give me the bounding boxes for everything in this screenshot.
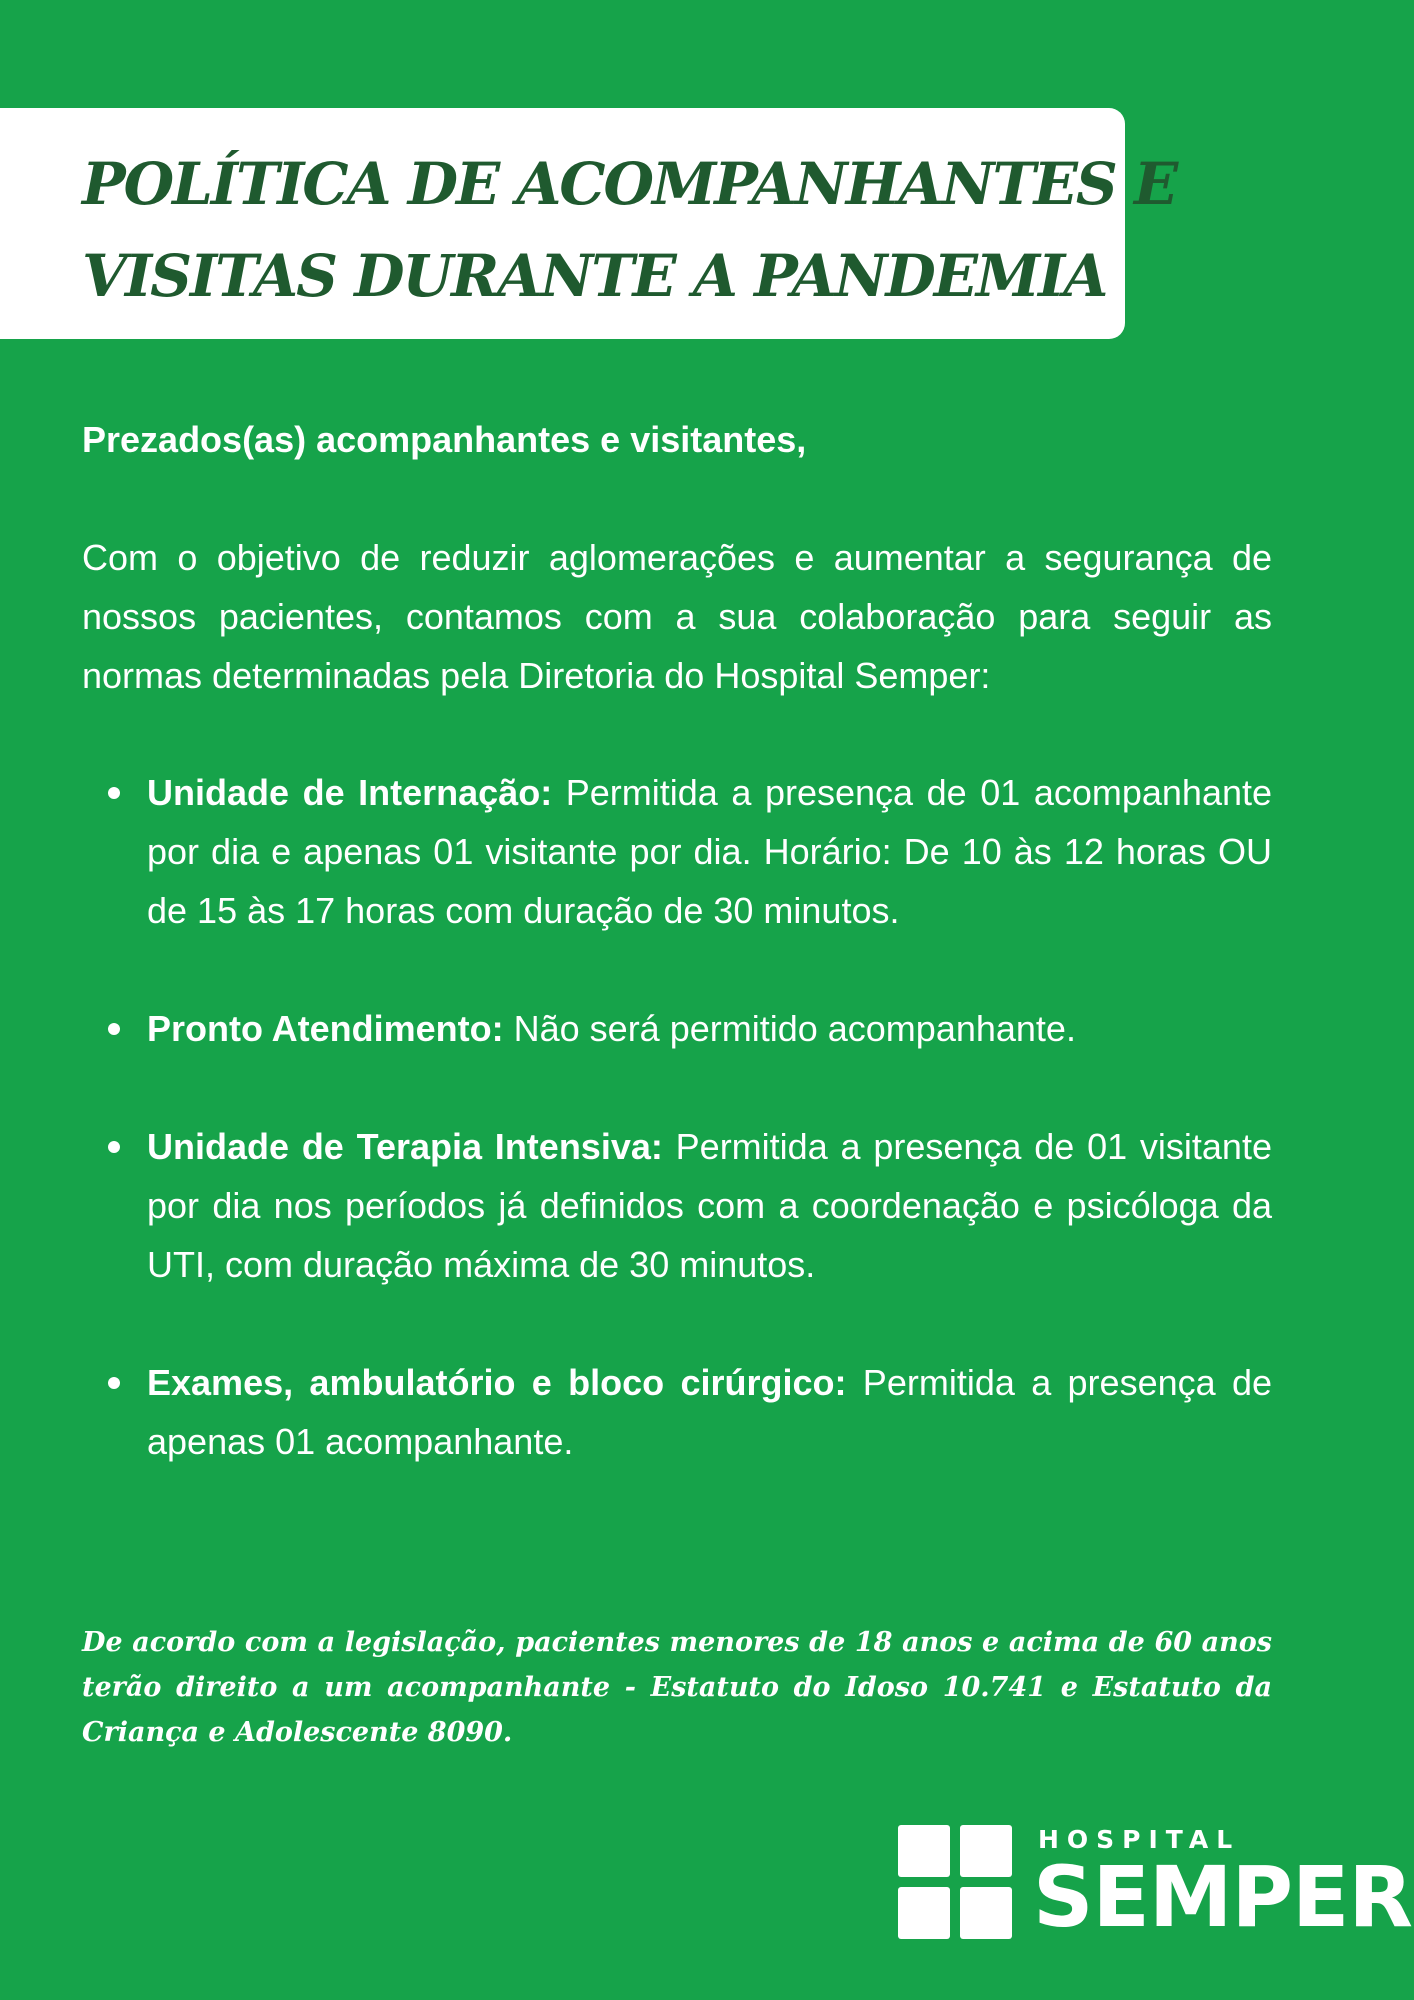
rule-text: Permitida a presença de apenas 01 acompanhante. [147, 1362, 1272, 1462]
hospital-logo [898, 1825, 1413, 1946]
bullet-icon [108, 787, 120, 799]
bullet-icon [108, 1377, 120, 1389]
rule-text: Permitida a presença de 01 acompanhante por dia e apenas 01 visitante por dia. Horário: De 10 às 12 horas OU de 15 às 17 horas com duração de 30 minutos. [147, 772, 1273, 931]
legal-note: De acordo com a legislação, pacientes menores de 18 anos e acima de 60 anos terão direito a um acompanhante - Estatuto do Idoso 10.741 e Estatuto da Criança e Adolescente 8090. [82, 1627, 1272, 1748]
rule-text: Não será permitido acompanhante. [503, 1008, 1076, 1049]
intro-paragraph: Com o objetivo de reduzir aglomerações e aumentar a segurança de nossos pacientes, contamos com a sua colaboração para seguir as normas determinadas pela Diretoria do Hospital Semper: [82, 537, 1272, 696]
logo-square [960, 1887, 1012, 1939]
list-item [82, 1117, 1272, 1294]
logo-square [898, 1825, 950, 1877]
logo-hospital-text: HOSPITAL [1038, 1825, 1241, 1854]
logo-grid-icon [898, 1825, 1014, 1941]
logo-semper-text: SEMPER [1033, 1848, 1413, 1946]
title-card [0, 108, 1177, 339]
rules-list [82, 763, 1272, 1471]
logo-square [960, 1825, 1012, 1877]
list-item [82, 763, 1272, 940]
title-line-2: VISITAS DURANTE A PANDEMIA [82, 242, 1107, 310]
greeting: Prezados(as) acompanhantes e visitantes, [82, 419, 807, 460]
bullet-icon [108, 1023, 120, 1035]
policy-content [82, 410, 1272, 1530]
rule-title: Unidade de Terapia Intensiva: [147, 1126, 663, 1167]
title-line-1: POLÍTICA DE ACOMPANHANTES E [82, 150, 1177, 218]
logo-square [898, 1887, 950, 1939]
rule-text: Permitida a presença de 01 visitante por dia nos períodos já definidos com a coordenação e psicóloga da UTI, com duração máxima de 30 minutos. [147, 1126, 1272, 1285]
list-item [82, 999, 1272, 1058]
list-item [82, 1353, 1272, 1471]
rule-title: Exames, ambulatório e bloco cirúrgico: [147, 1362, 847, 1403]
bullet-icon [108, 1141, 120, 1153]
rule-title: Pronto Atendimento: [147, 1008, 504, 1049]
rule-title: Unidade de Internação: [147, 772, 553, 813]
